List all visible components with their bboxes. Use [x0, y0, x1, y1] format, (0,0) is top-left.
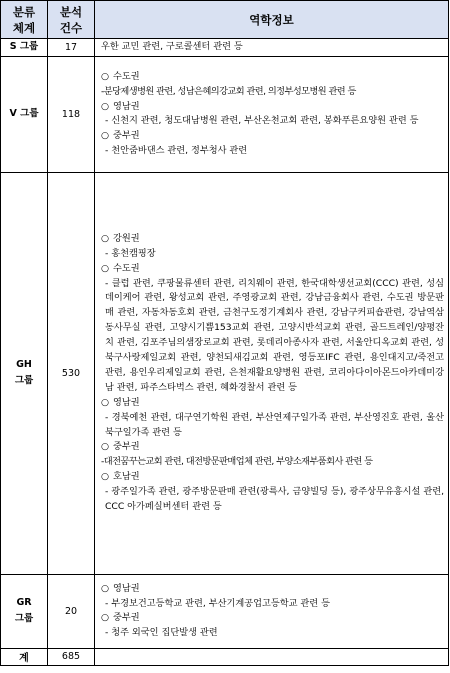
cluster-list-item: -분당제생병원 관련, 성남은혜의강교회 관련, 의정부성모병원 관련 등 — [101, 85, 356, 97]
cluster-list-item: - 홍천캠핑장 — [105, 247, 156, 259]
row-gr-group — [1, 574, 449, 648]
count-cell: 17 — [48, 39, 95, 57]
region-name: 영남권 — [113, 582, 140, 594]
group-cell: S 그룹 — [1, 39, 48, 57]
region-header — [101, 396, 444, 411]
region-name: 중부권 — [113, 441, 140, 453]
circle-bullet-icon: ○ — [101, 582, 110, 594]
region-name: 중부권 — [113, 612, 140, 624]
cluster-list-item: - 부경보건고등학교 관련, 부산기계공업고등학교 관련 등 — [105, 597, 330, 609]
header-analysis-count-line-1: 분석 — [59, 4, 83, 19]
circle-bullet-icon: ○ — [101, 471, 110, 483]
total-count: 685 — [48, 648, 95, 665]
group-cell — [1, 574, 48, 648]
cluster-list-item: - 신천지 관련, 청도대남병원 관련, 부산온천교회 관련, 봉화푸른요양원 관련 등 — [105, 115, 419, 127]
circle-bullet-icon: ○ — [101, 100, 110, 112]
region-name: 강원권 — [113, 232, 140, 244]
header-analysis-count-line-2: 건수 — [59, 20, 83, 35]
circle-bullet-icon: ○ — [101, 262, 110, 274]
region-header — [101, 232, 444, 247]
cluster-list-item: - 클럽 관련, 쿠팡물류센터 관련, 리치웨이 관련, 한국대학생선교회(CCC) 관련, 성심데이케어 관련, 왕성교회 관련, 주영광교회 관련, 강남금융회사 관련, 수도권 방문판매 관련, 자동차동호회 관련, 금천구도정기계회사 관련, 강남구커피숍관련, 강남역삼동사무실 관련, 고양시기쁨153교회 관련, 고양시반석교회 관련, 골드트레인/양평잔치 관련, 김포주님의샘장로교회 관련, 롯데리아종사자 관련, 서울안디옥교회 관련, 성북구사랑제일교회 관련, 양천되새김교회 관련, 영등포IFC 관련, 용인대지고/죽전고 관련, 용인우리제일교회 관련, 은천재활요양병원 관련, 코리아다이아몬드아카데미강남 관련, 파주스타벅스 관련, 혜화경찰서 관련 등 — [105, 277, 444, 393]
region-header — [101, 100, 444, 115]
row-s-group — [1, 39, 449, 57]
count-cell: 530 — [48, 172, 95, 574]
info-cell — [95, 172, 449, 574]
header-epidemiology-info: 역학정보 — [95, 1, 449, 39]
circle-bullet-icon: ○ — [101, 232, 110, 244]
cluster-list-item: - 청주 외국인 집단발생 관련 — [105, 627, 218, 639]
region-header — [101, 440, 444, 455]
group-cell-line-1: GR — [16, 597, 32, 609]
region-header — [101, 611, 444, 626]
circle-bullet-icon: ○ — [101, 612, 110, 624]
region-header — [101, 70, 444, 85]
circle-bullet-icon: ○ — [101, 441, 110, 453]
cluster-list-item: - 광주일가족 관련, 광주방문판매 관련(광륵사, 금양빌딩 등), 광주상무유흥시설 관련, CCC 아가페실버센터 관련 등 — [105, 486, 444, 513]
region-header — [101, 262, 444, 277]
info-cell — [95, 39, 449, 57]
group-cell-line-1: GH — [16, 359, 32, 371]
cluster-summary: 우한 교민 관련, 구로콜센터 관련 등 — [101, 41, 243, 52]
region-header — [101, 129, 444, 144]
info-cell — [95, 56, 449, 172]
count-cell: 20 — [48, 574, 95, 648]
region-header — [101, 582, 444, 597]
total-info-cell — [95, 648, 449, 665]
count-cell: 118 — [48, 56, 95, 172]
region-name: 수도권 — [113, 262, 140, 274]
region-header — [101, 470, 444, 485]
total-row — [1, 648, 449, 665]
row-v-group — [1, 56, 449, 172]
header-classification-line-2: 체계 — [12, 20, 36, 35]
header-classification — [1, 1, 48, 39]
region-name: 수도권 — [113, 70, 140, 82]
region-name: 영남권 — [113, 396, 140, 408]
cluster-list-item: -대전꿈꾸는교회 관련, 대전방문판매업체 관련, 부양소재부품회사 관련 등 — [101, 456, 373, 468]
region-name: 호남권 — [113, 471, 140, 483]
header-analysis-count — [48, 1, 95, 39]
info-cell — [95, 574, 449, 648]
group-cell-line-2: 그룹 — [14, 375, 34, 387]
circle-bullet-icon: ○ — [101, 70, 110, 82]
circle-bullet-icon: ○ — [101, 396, 110, 408]
header-row — [1, 1, 449, 39]
region-name: 중부권 — [113, 130, 140, 142]
cluster-list-item: - 경북예천 관련, 대구연기학원 관련, 부산연제구일가족 관련, 부산영진호 관련, 울산북구일가족 관련 등 — [105, 411, 444, 438]
region-name: 영남권 — [113, 100, 140, 112]
row-gh-group — [1, 172, 449, 574]
cluster-list-item: - 천안줌바댄스 관련, 정부청사 관련 — [105, 145, 248, 157]
header-classification-line-1: 분류 — [12, 4, 36, 19]
total-label: 계 — [1, 648, 48, 665]
circle-bullet-icon: ○ — [101, 130, 110, 142]
group-cell: V 그룹 — [1, 56, 48, 172]
group-cell-line-2: 그룹 — [14, 613, 34, 625]
group-cell — [1, 172, 48, 574]
